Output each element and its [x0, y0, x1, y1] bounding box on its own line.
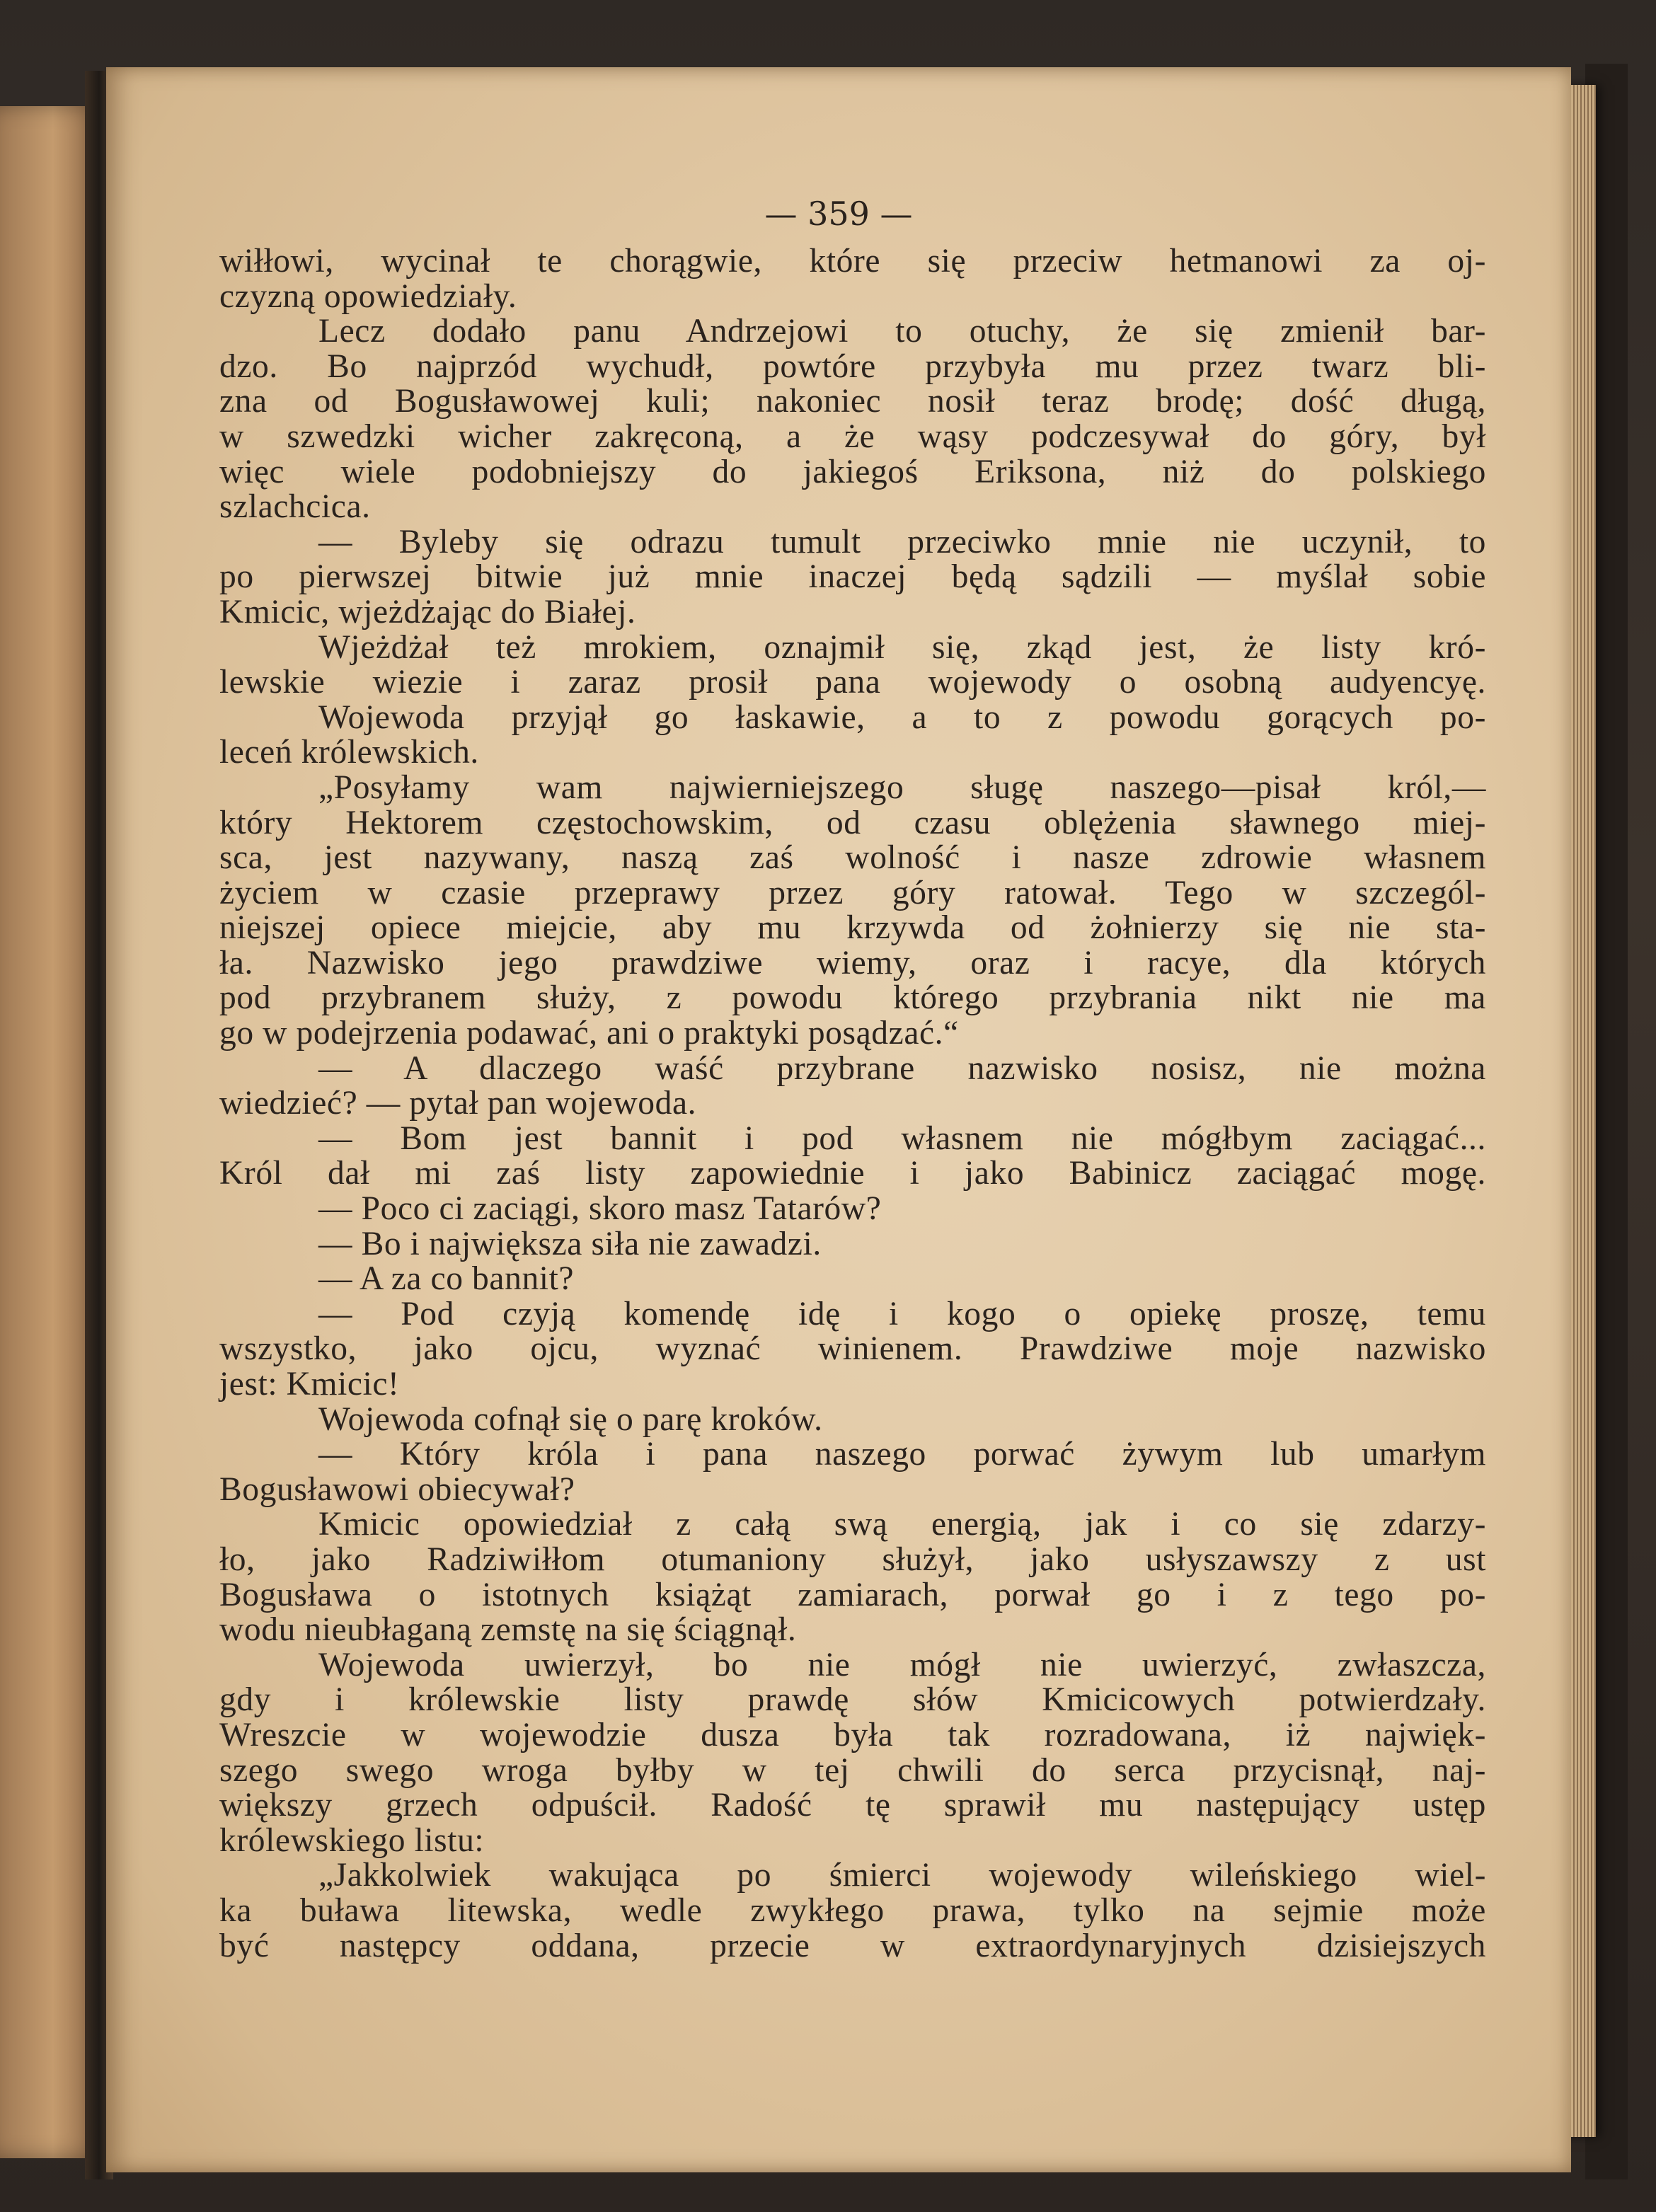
- text-line: Wojewoda przyjął go łaskawie, a to z powodu gorących po-: [318, 698, 1486, 736]
- text-line: ka buława litewska, wedle zwykłego prawa, tylko na sejmie może: [219, 1891, 1486, 1929]
- text-line: Wjeżdżał też mrokiem, oznajmił się, zkąd jest, że listy kró-: [318, 628, 1486, 666]
- text-line: lewskie wiezie i zaraz prosił pana wojewody o osobną audyencyę.: [219, 664, 1486, 701]
- text-line: — Bom jest bannit i pod własnem nie mógłbym zaciągać...: [318, 1119, 1486, 1157]
- text-line: pod przybranem służy, z powodu którego przybrania nikt nie ma: [219, 979, 1486, 1017]
- text-line: ło, jako Radziwiłłom otumaniony służył, jako usłyszawszy z ust: [219, 1540, 1486, 1578]
- text-line: wodu nieubłaganą zemstę na się ściągnął.: [219, 1611, 797, 1649]
- text-line: gdy i królewskie listy prawdę słów Kmicicowych potwierdzały.: [219, 1681, 1486, 1719]
- text-line: po pierwszej bitwie już mnie inaczej będą sądzili — myślał sobie: [219, 558, 1486, 596]
- text-line: — Bo i największa siła nie zawadzi.: [318, 1225, 822, 1262]
- text-line: niejszej opiece miejcie, aby mu krzywda od żołnierzy się nie sta-: [219, 909, 1486, 947]
- text-line: który Hektorem częstochowskim, od czasu oblężenia sławnego miej-: [219, 804, 1486, 841]
- text-line: Wojewoda uwierzył, bo nie mógł nie uwierzyć, zwłaszcza,: [318, 1646, 1486, 1683]
- text-line: jest: Kmicic!: [219, 1366, 400, 1402]
- text-line: szlachcica.: [219, 488, 371, 526]
- text-line: — A za co bannit?: [318, 1260, 575, 1298]
- text-line: królewskiego listu:: [219, 1821, 485, 1859]
- book-page: [106, 67, 1571, 2172]
- text-line: czyzną opowiedziały.: [219, 277, 517, 315]
- text-line: sca, jest nazywany, naszą zaś wolność i nasze zdrowie własnem: [219, 839, 1486, 877]
- body-text: [219, 244, 1486, 1964]
- text-line: — Poco ci zaciągi, skoro masz Tatarów?: [318, 1190, 882, 1228]
- text-line: wiłłowi, wycinał te chorągwie, które się przeciw hetmanowi za oj-: [219, 243, 1486, 280]
- text-line: dzo. Bo najprzód wychudł, powtóre przybyła mu przez twarz bli-: [219, 347, 1486, 385]
- text-line: w szwedzki wicher zakręconą, a że wąsy podczesywał do góry, był: [219, 417, 1486, 455]
- text-line: Kmicic opowiedział z całą swą energią, jak i co się zdarzy-: [318, 1506, 1486, 1543]
- text-line: Bogusława o istotnych książąt zamiarach, porwał go i z tego po-: [219, 1576, 1486, 1613]
- text-line: być następcy oddana, przecie w extraordynaryjnych dzisiejszych: [219, 1927, 1486, 1964]
- text-line: Kmicic, wjeżdżając do Białej.: [219, 593, 636, 630]
- text-line: — Który króla i pana naszego porwać żywym lub umarłym: [318, 1436, 1486, 1473]
- text-line: życiem w czasie przeprawy przez góry ratował. Tego w szczegól-: [219, 874, 1486, 911]
- text-line: Wreszcie w wojewodzie dusza była tak rozradowana, iż najwięk-: [219, 1716, 1486, 1753]
- text-line: wiedzieć? — pytał pan wojewoda.: [219, 1085, 697, 1122]
- text-line: leceń królewskich.: [219, 734, 479, 771]
- text-line: — Pod czyją komendę idę i kogo o opiekę proszę, temu: [318, 1295, 1486, 1332]
- text-line: „Jakkolwiek wakująca po śmierci wojewody wileńskiego wiel-: [318, 1857, 1486, 1894]
- text-line: zna od Bogusławowej kuli; nakoniec nosił teraz brodę; dość długą,: [219, 383, 1486, 420]
- text-line: więc wiele podobniejszy do jakiegoś Eriksona, niż do polskiego: [219, 453, 1486, 490]
- text-line: Wojewoda cofnął się o parę kroków.: [318, 1400, 823, 1438]
- text-line: go w podejrzenia podawać, ani o praktyki posądzać.“: [219, 1015, 959, 1052]
- page-number: — 359 —: [764, 195, 913, 233]
- text-line: Król dał mi zaś listy zapowiednie i jako Babinicz zaciągać mogę.: [219, 1155, 1486, 1192]
- text-line: Bogusławowi obiecywał?: [219, 1470, 575, 1508]
- text-line: Lecz dodało panu Andrzejowi to otuchy, że się zmienił bar-: [318, 313, 1486, 350]
- text-line: wszystko, jako ojcu, wyznać winienem. Prawdziwe moje nazwisko: [219, 1330, 1486, 1368]
- text-line: — Byleby się odrazu tumult przeciwko mnie nie uczynił, to: [318, 523, 1486, 560]
- text-line: „Posyłamy wam najwierniejszego sługę naszego—pisał król,—: [318, 768, 1486, 806]
- text-line: szego swego wroga byłby w tej chwili do serca przycisnął, naj-: [219, 1751, 1486, 1789]
- text-line: większy grzech odpuścił. Radość tę sprawił mu następujący ustęp: [219, 1787, 1486, 1824]
- text-line: ła. Nazwisko jego prawdziwe wiemy, oraz i racye, dla których: [219, 944, 1486, 981]
- text-line: — A dlaczego waść przybrane nazwisko nosisz, nie można: [318, 1049, 1486, 1087]
